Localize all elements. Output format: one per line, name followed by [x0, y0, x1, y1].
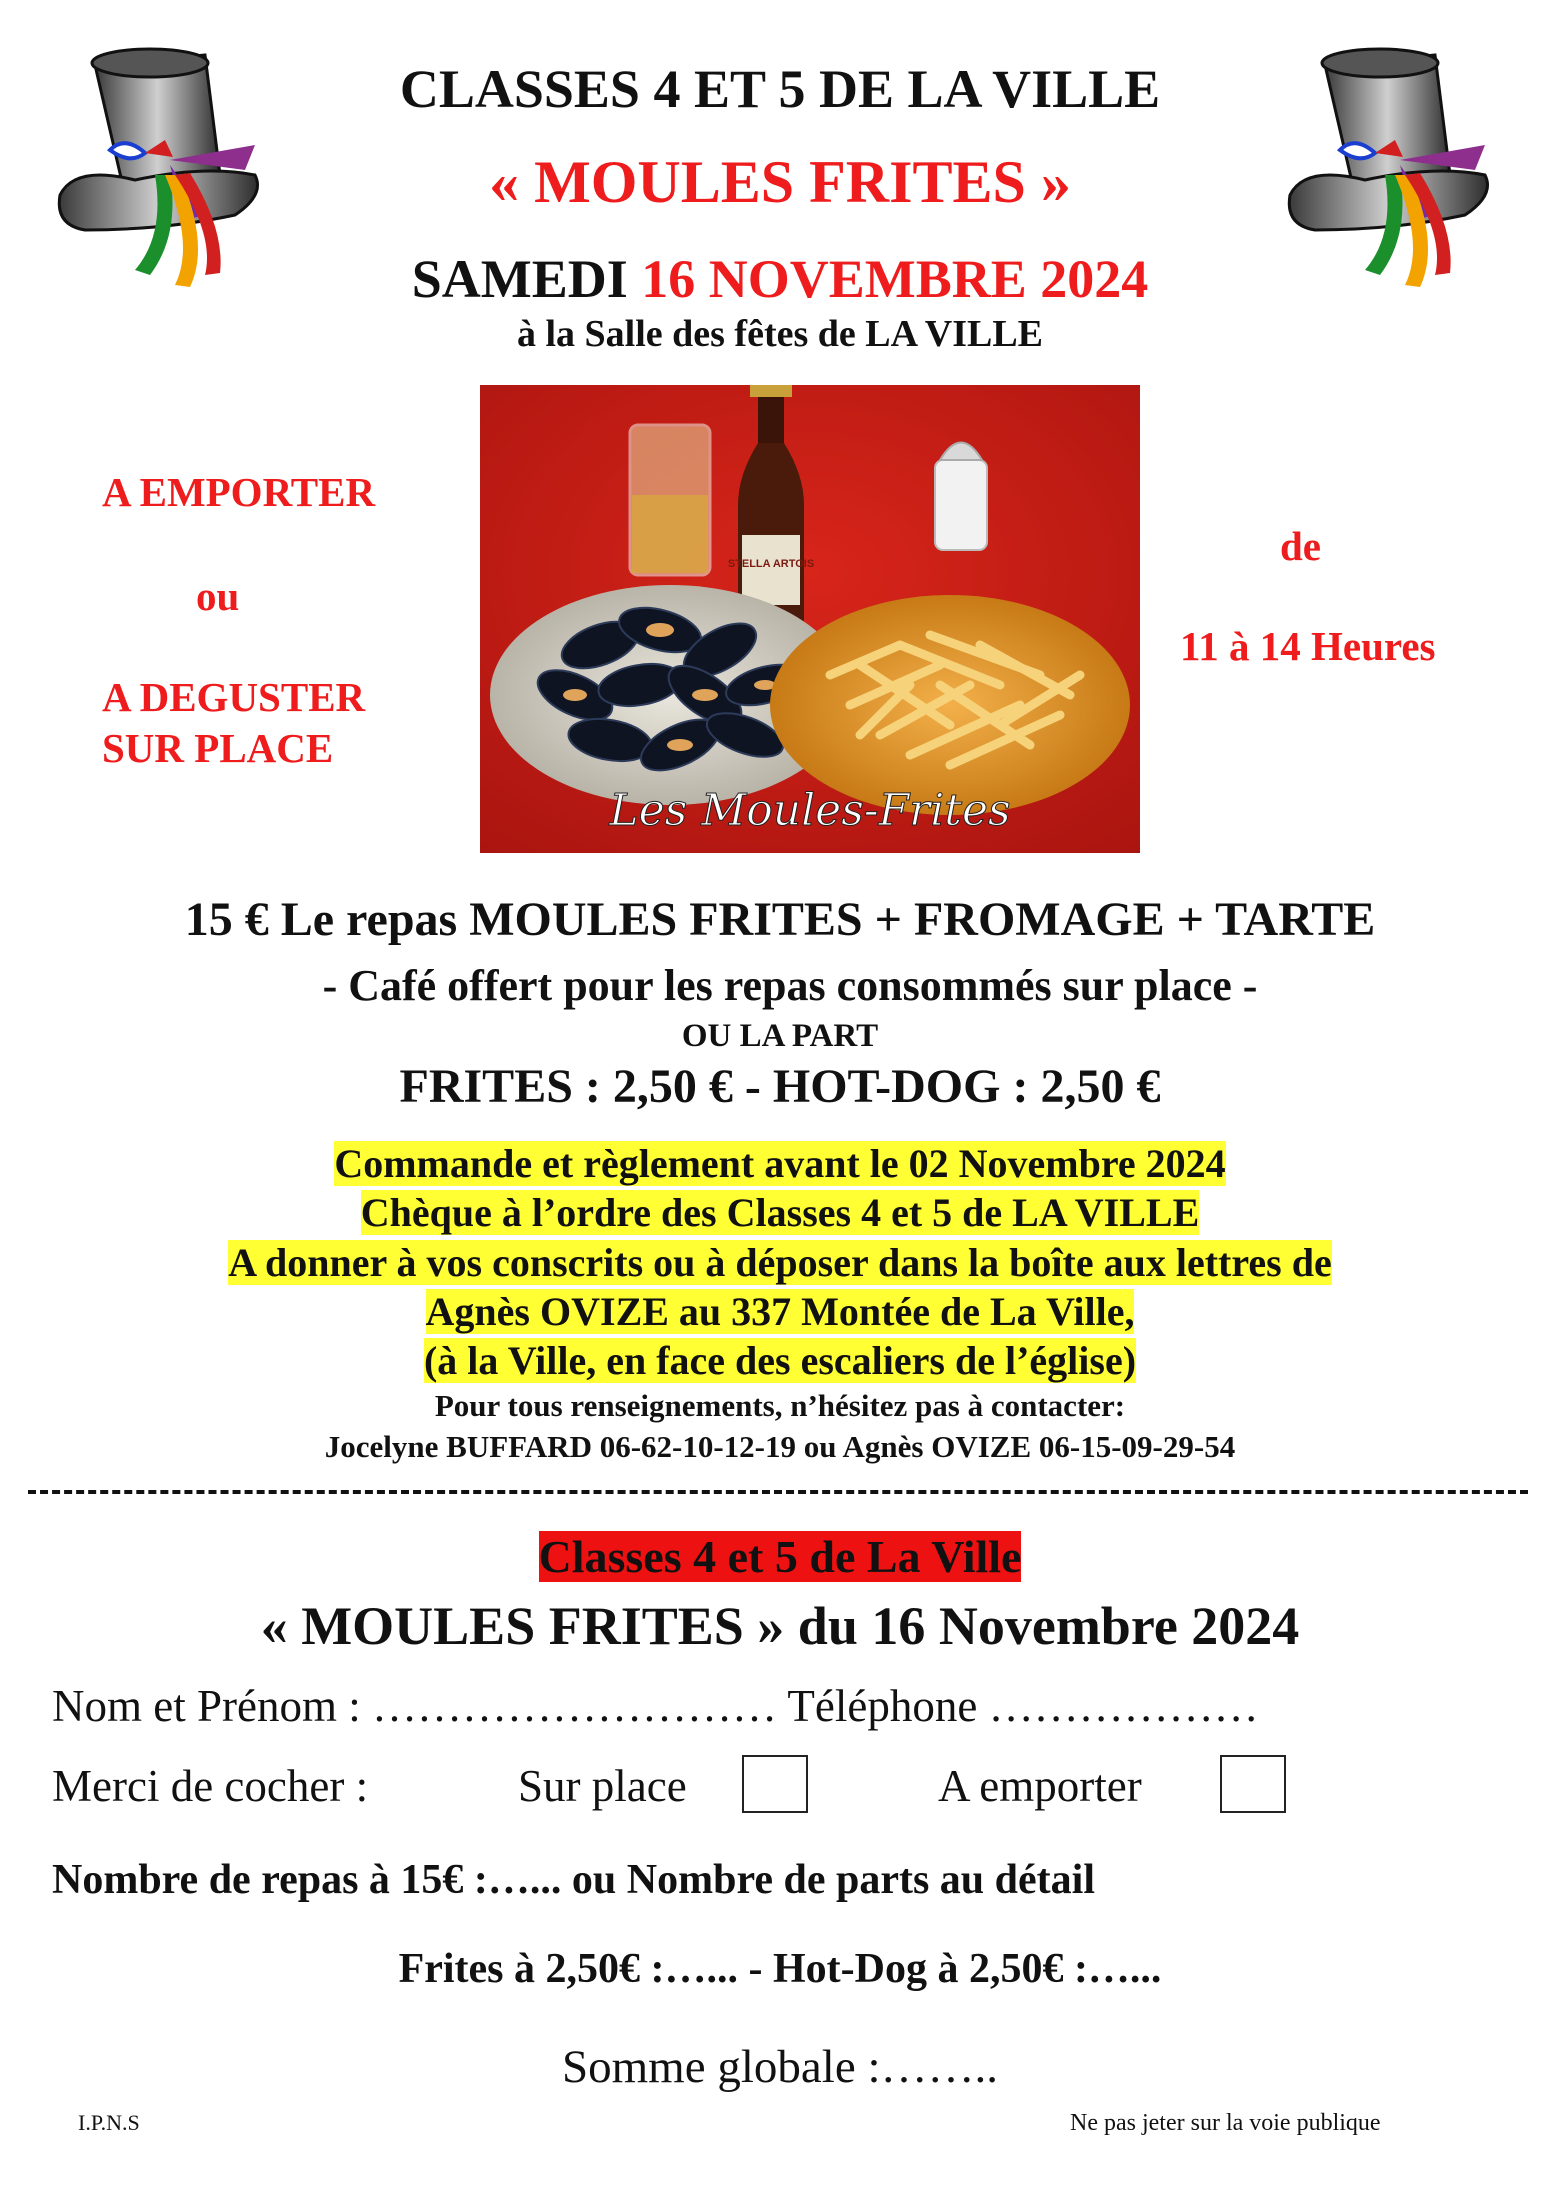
event-name-title: « MOULES FRITES »: [489, 149, 1071, 215]
photo-caption: Les Moules-Frites: [609, 785, 1011, 836]
hours-prefix: de: [1280, 523, 1321, 569]
event-location: à la Salle des fêtes de LA VILLE: [516, 313, 1044, 355]
meal-count-field[interactable]: Nombre de repas à 15€ :…... ou Nombre de parts au détail: [52, 1857, 1095, 1903]
event-organizer-title: CLASSES 4 ET 5 DE LA VILLE: [399, 59, 1161, 119]
do-not-litter-notice: Ne pas jeter sur la voie publique: [1070, 2110, 1381, 2136]
dine-in-option-label: Sur place: [518, 1761, 687, 1811]
ipns-notice: I.P.N.S: [78, 2110, 140, 2135]
bottle-label: STELLA ARTOIS: [727, 558, 815, 570]
meal-price: 15 € Le repas MOULES FRITES + FROMAGE + TARTE: [184, 893, 1376, 946]
mussels-fries-photo: [480, 385, 1140, 853]
name-phone-field[interactable]: Nom et Prénom : ……………………… Téléphone ………………: [52, 1681, 1259, 1731]
order-deadline: Commande et règlement avant le 02 Novembre 2024: [334, 1141, 1226, 1186]
dine-in-label-line1: A DEGUSTER: [102, 674, 366, 720]
takeaway-option-label: A emporter: [938, 1761, 1142, 1811]
cheque-info: Chèque à l’ordre des Classes 4 et 5 de LA VILLE: [360, 1190, 1200, 1235]
coffee-offer: - Café offert pour les repas consommés sur place -: [322, 961, 1258, 1010]
contact-intro: Pour tous renseignements, n’hésitez pas à contacter:: [434, 1388, 1126, 1423]
event-date: [0, 248, 1560, 310]
delivery-info: A donner à vos conscrits ou à déposer dans la boîte aux lettres de: [228, 1240, 1332, 1285]
address-info: Agnès OVIZE au 337 Montée de La Ville,: [425, 1289, 1135, 1334]
item-prices: FRITES : 2,50 € - HOT-DOG : 2,50 €: [399, 1060, 1161, 1113]
form-subtitle: « MOULES FRITES » du 16 Novembre 2024: [260, 1596, 1300, 1656]
takeaway-checkbox[interactable]: [1220, 1755, 1286, 1813]
or-label: ou: [196, 573, 240, 619]
event-date-value: 16 NOVEMBRE 2024: [641, 249, 1149, 309]
total-amount-field[interactable]: Somme globale :……..: [561, 2041, 998, 2093]
dine-in-label-line2: SUR PLACE: [102, 725, 334, 771]
hours-range: 11 à 14 Heures: [1180, 623, 1436, 669]
address-detail: (à la Ville, en face des escaliers de l’église): [423, 1338, 1137, 1383]
contact-names: Jocelyne BUFFARD 06-62-10-12-19 ou Agnès OVIZE 06-15-09-29-54: [324, 1429, 1236, 1464]
takeaway-label: A EMPORTER: [102, 469, 376, 515]
dine-in-checkbox[interactable]: [742, 1755, 808, 1813]
or-per-item-label: OU LA PART: [681, 1018, 879, 1054]
cut-line-separator: [28, 1490, 1528, 1494]
event-date-prefix: SAMEDI: [411, 249, 642, 309]
form-title: Classes 4 et 5 de La Ville: [538, 1531, 1022, 1582]
checkbox-instruction: Merci de cocher :: [52, 1761, 369, 1811]
fries-hotdog-count-field[interactable]: Frites à 2,50€ :…... - Hot-Dog à 2,50€ :…...: [398, 1946, 1162, 1992]
